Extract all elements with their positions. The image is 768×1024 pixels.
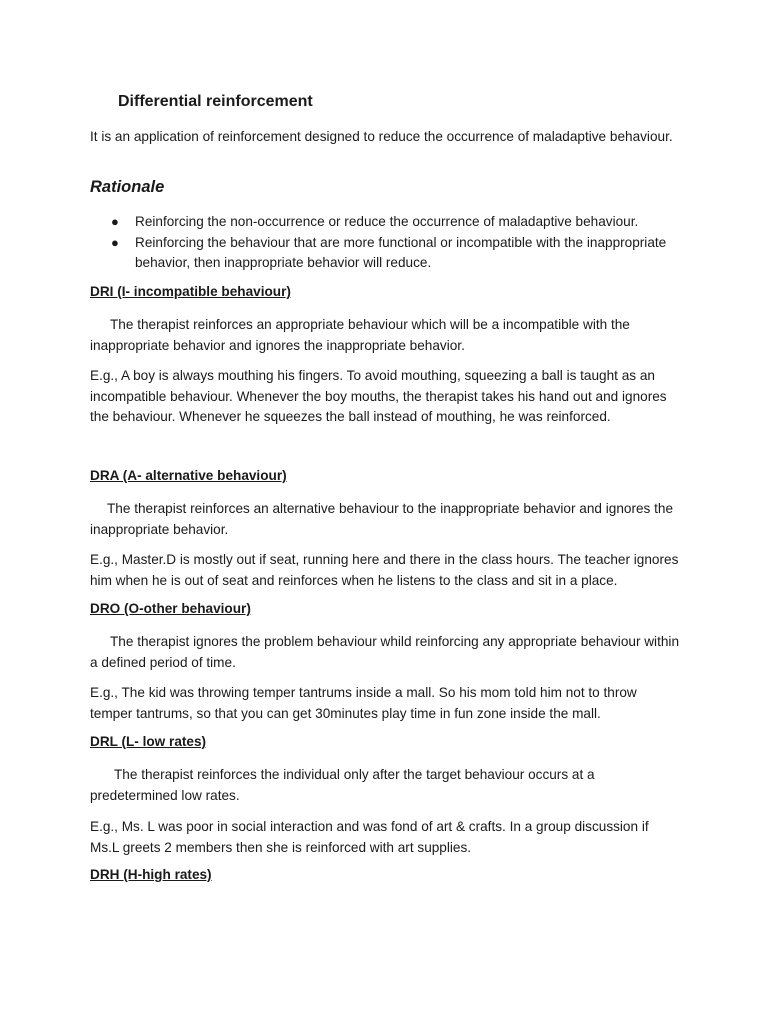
list-item-text: Reinforcing the non-occurrence or reduce the occurrence of maladaptive behaviour. <box>135 214 639 229</box>
section-heading-drl: DRL (L- low rates) <box>90 734 207 749</box>
section-description-dri: The therapist reinforces an appropriate behaviour which will be a incompatible with the inappropriate behavior and ignores the inappropriate behavior. <box>90 317 630 353</box>
list-item <box>90 212 680 233</box>
rationale-heading: Rationale <box>90 178 165 196</box>
bullet-icon: ● <box>111 234 119 250</box>
section-example-drl: E.g., Ms. L was poor in social interaction and was fond of art & crafts. In a group discussion if Ms.L greets 2 members then she is reinforced with art supplies. <box>90 819 649 855</box>
section-heading-dri: DRI (I- incompatible behaviour) <box>90 284 291 299</box>
section-heading-dra: DRA (A- alternative behaviour) <box>90 468 287 483</box>
section-heading-drh: DRH (H-high rates) <box>90 867 212 882</box>
document-page <box>90 0 680 1024</box>
intro-paragraph: It is an application of reinforcement designed to reduce the occurrence of maladaptive behaviour. <box>90 129 673 144</box>
list-item <box>90 233 680 274</box>
section-example-dri: E.g., A boy is always mouthing his fingers. To avoid mouthing, squeezing a ball is taught as an incompatible behaviour. Whenever the boy mouths, the therapist takes his hand out and ignores the behaviour. Whenever he squeezes the ball instead of mouthing, he was reinforced. <box>90 368 667 424</box>
bullet-icon: ● <box>111 214 119 229</box>
section-example-dro: E.g., The kid was throwing temper tantrums inside a mall. So his mom told him not to throw temper tantrums, so that you can get 30minutes play time in fun zone inside the mall. <box>90 685 637 721</box>
section-description-dro: The therapist ignores the problem behaviour whild reinforcing any appropriate behaviour within a defined period of time. <box>90 634 679 670</box>
section-heading-dro: DRO (O-other behaviour) <box>90 601 251 616</box>
section-example-dra: E.g., Master.D is mostly out if seat, running here and there in the class hours. The teacher ignores him when he is out of seat and reinforces when he listens to the class and sit in a place. <box>90 552 679 588</box>
section-description-dra: The therapist reinforces an alternative behaviour to the inappropriate behavior and ignores the inappropriate behavior. <box>90 501 674 537</box>
rationale-list <box>90 212 680 274</box>
document-title: Differential reinforcement <box>118 93 313 110</box>
section-description-drl: The therapist reinforces the individual only after the target behaviour occurs at a predetermined low rates. <box>90 767 595 803</box>
list-item-text: Reinforcing the behaviour that are more functional or incompatible with the inappropriate behavior, then inappropriate behavior will reduce. <box>135 234 667 270</box>
